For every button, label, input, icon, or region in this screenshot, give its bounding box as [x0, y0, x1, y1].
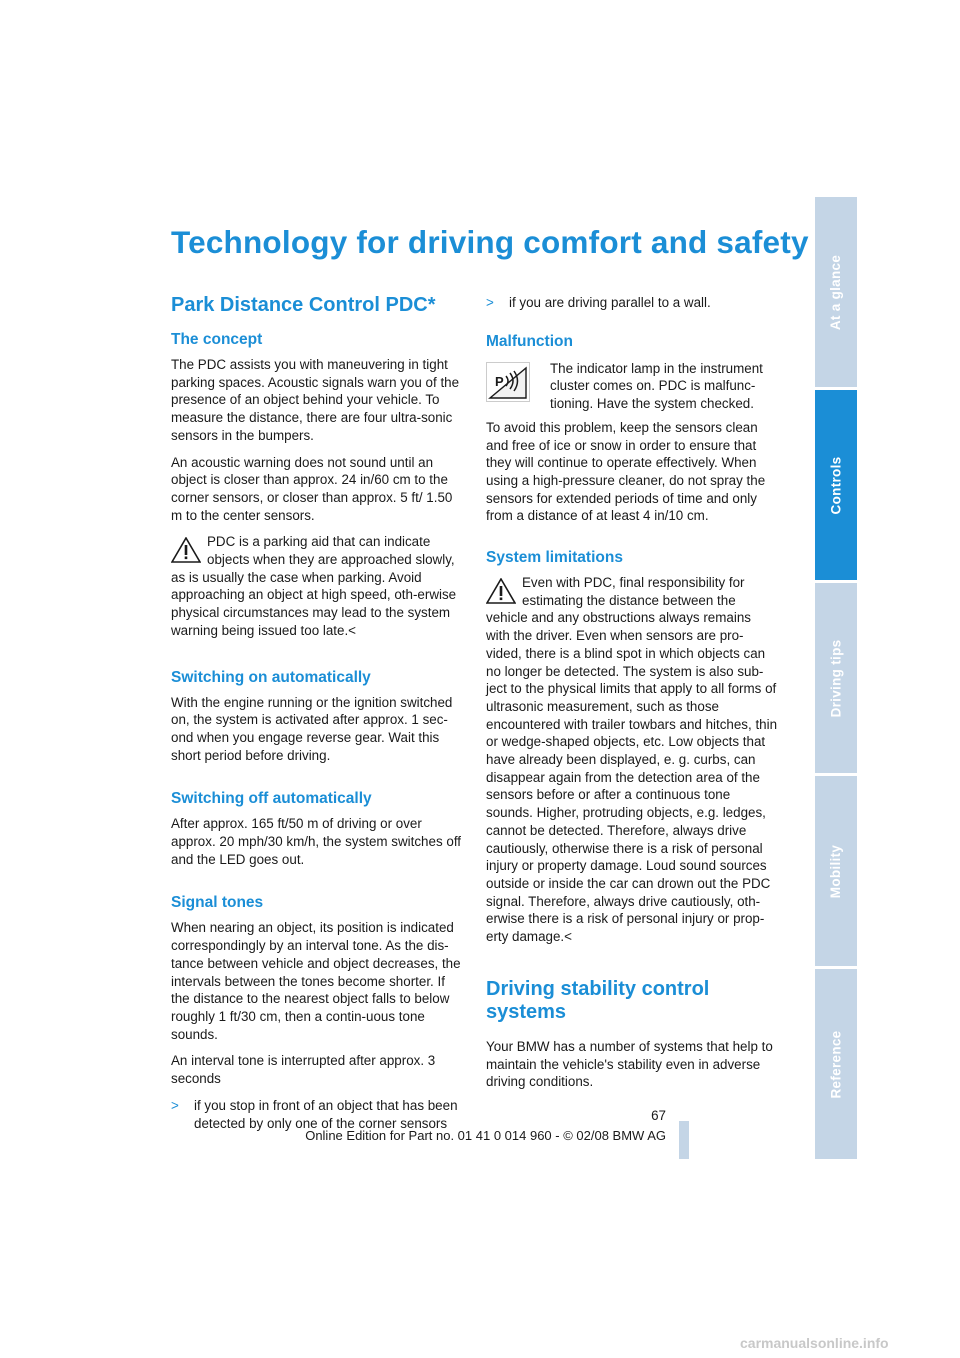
list-item — [486, 294, 778, 312]
bullet-text: if you are driving parallel to a wall. — [509, 295, 711, 310]
subheading-switching-off: Switching off automatically — [171, 790, 372, 808]
right-column — [486, 294, 778, 1100]
malfunction-lamp-note — [486, 360, 778, 413]
footer-edition-text: Online Edition for Part no. 01 41 0 014 960 - © 02/08 BMW AG — [305, 1128, 666, 1143]
nav-tab-controls[interactable]: Controls — [815, 390, 857, 580]
concept-warning — [171, 533, 463, 639]
subheading-concept: The concept — [171, 331, 263, 348]
nav-tab-at-a-glance[interactable]: At a glance — [815, 197, 857, 387]
end-mark: < — [564, 929, 572, 945]
nav-tab-driving-tips[interactable]: Driving tips — [815, 583, 857, 773]
page-title: Technology for driving comfort and safety — [171, 224, 809, 260]
pdc-indicator-lamp-icon — [486, 362, 530, 402]
switching-off-paragraph: After approx. 165 ft/50 m of driving or over approx. 20 mph/30 km/h, the system switches off and the LED goes out. — [171, 816, 462, 867]
stability-paragraph: Your BMW has a number of systems that help to maintain the vehicle's stability even in adverse driving conditions. — [486, 1038, 773, 1090]
limitations-warning-text: Even with PDC, final responsibility for estimating the distance between the vehicle and any obstructions always remains with the driver. Even when sensors are pro-vided, there is a blind spot in which objects can no longer be detected. The system is also sub-ject to the physical limits that apply to all forms of ultrasonic measurement, such as those encountered with trailer towbars and hitches, thin or wedge-shaped objects, etc. Low objects that have already been displayed, e. g. curbs, can disappear again from the detection area of the sensors before or after a continuous tone sounds. Higher, protruding objects, e.g. ledges, cannot be detected. Therefore, always drive cautiously, otherwise there is a risk of personal injury or property damage. Loud sound sources outside or inside the car can drown out the PDC signal. Therefore, always drive cautiously, oth-erwise there is a risk of personal injury or prop-erty damage. — [486, 575, 778, 945]
nav-tab-mobility[interactable]: Mobility — [815, 776, 857, 966]
left-column — [171, 294, 463, 1141]
malfunction-paragraph: To avoid this problem, keep the sensors clean and free of ice or snow in order to ensure that they will continue to operate effectively. When using a high-pressure cleaner, do not spray the sensors for extended periods of time and only from a distance of at least 4 in/10 cm. — [486, 419, 766, 524]
subheading-switching-on: Switching on automatically — [171, 668, 371, 686]
list-item — [171, 1097, 463, 1132]
watermark: carmanualsonline.info — [740, 1335, 889, 1351]
concept-warning-text: PDC is a parking aid that can indicate objects when they are approached slowly, as is usually the case when parking. Avoid approaching an object at high speed, oth-erwise physical circumstances may lead to the system warning being issued too late. — [171, 534, 457, 638]
bullet-text: if you stop in front of an object that has been detected by only one of the corner sensors — [194, 1097, 458, 1131]
warning-triangle-icon — [171, 537, 201, 563]
concept-paragraph-2: An acoustic warning does not sound until an object is closer than approx. 24 in/60 cm to the corner sensors, or closer than approx. 5 ft/ 1.50 m to the center sensors. — [171, 454, 453, 523]
chapter-nav — [815, 197, 857, 1160]
signal-tones-paragraph-2: An interval tone is interrupted after approx. 3 seconds — [171, 1053, 436, 1087]
subheading-signal-tones: Signal tones — [171, 894, 264, 912]
subheading-malfunction: Malfunction — [486, 332, 573, 350]
nav-tab-reference[interactable]: Reference — [815, 969, 857, 1159]
switching-on-paragraph: With the engine running or the ignition switched on, the system is activated after approx. 1 sec-ond when you engage reverse gear. Wait this short period before driving. — [171, 694, 453, 763]
bullet-marker: > — [486, 295, 494, 310]
limitations-warning — [486, 574, 778, 946]
bullet-marker: > — [171, 1097, 179, 1113]
concept-paragraph-1: The PDC assists you with maneuvering in tight parking spaces. Acoustic signals warn you of the presence of an object behind your vehicle. To measure the distance, there are four ultra-sonic sensors in the bumpers. — [171, 357, 460, 443]
malfunction-lamp-text: The indicator lamp in the instrument cluster comes on. PDC is malfunc-tioning. Have the system checked. — [550, 360, 763, 412]
end-mark: < — [348, 622, 356, 638]
subheading-system-limitations: System limitations — [486, 549, 623, 567]
footer-bar — [679, 1121, 689, 1159]
svg-text:P: P — [495, 373, 504, 389]
signal-tones-paragraph-1: When nearing an object, its position is indicated correspondingly by an interval tone. As the dis-tance between vehicle and object decreases, the intervals between the tones become shorter. If the distance to the nearest object falls to below roughly 1 ft/30 cm, then a contin-uous tone sounds. — [171, 920, 461, 1042]
page-number: 67 — [651, 1108, 666, 1123]
section-heading-pdc: Park Distance Control PDC* — [171, 294, 436, 316]
warning-triangle-icon — [486, 578, 516, 604]
section-heading-stability: Driving stability control systems — [486, 977, 710, 1023]
